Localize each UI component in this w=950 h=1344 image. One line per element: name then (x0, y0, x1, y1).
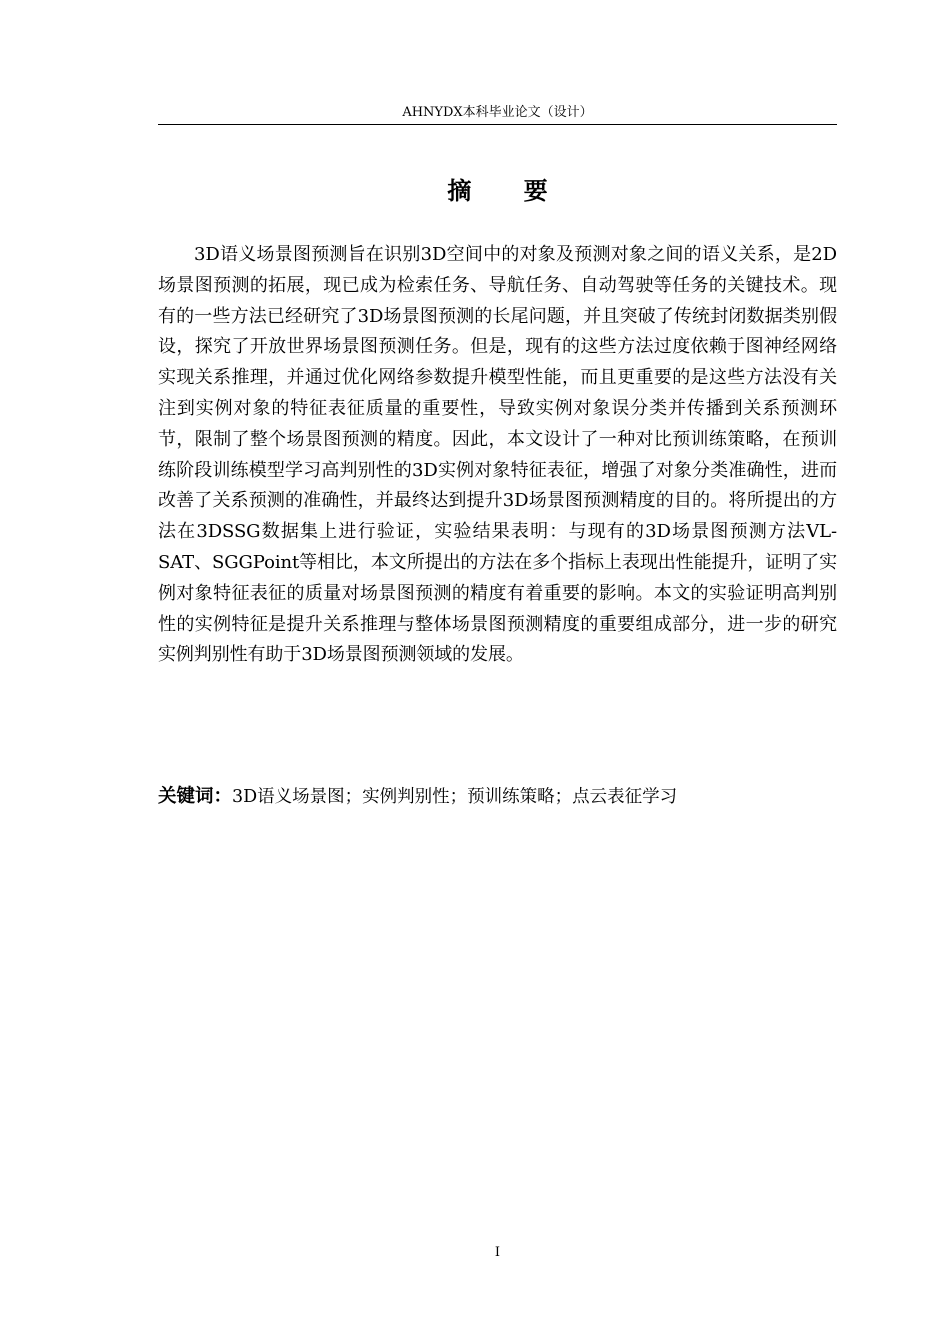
keywords-label: 关键词： (158, 786, 233, 807)
abstract-paragraph: 3D语义场景图预测旨在识别3D空间中的对象及预测对象之间的语义关系，是2D场景图预测的拓展，现已成为检索任务、导航任务、自动驾驶等任务的关键技术。现有的一些方法已经研究了3D场景图预测的长尾问题，并且突破了传统封闭数据类别假设，探究了开放世界场景图预测任务。但是，现有的这些方法过度依赖于图神经网络实现关系推理，并通过优化网络参数提升模型性能，而且更重要的是这些方法没有关注到实例对象的特征表征质量的重要性，导致实例对象误分类并传播到关系预测环节，限制了整个场景图预测的精度。因此，本文设计了一种对比预训练策略，在预训练阶段训练模型学习高判别性的3D实例对象特征表征，增强了对象分类准确性，进而改善了关系预测的准确性，并最终达到提升3D场景图预测精度的目的。将所提出的方法在3DSSG数据集上进行验证，实验结果表明：与现有的3D场景图预测方法VL-SAT、SGGPoint等相比，本文所提出的方法在多个指标上表现出性能提升，证明了实例对象特征表征的质量对场景图预测的精度有着重要的影响。本文的实验证明高判别性的实例特征是提升关系推理与整体场景图预测精度的重要组成部分，进一步的研究实例判别性有助于3D场景图预测领域的发展。 (158, 244, 837, 666)
running-header: AHNYDX本科毕业论文（设计） (402, 105, 593, 120)
abstract-title: 摘 要 (447, 177, 570, 205)
page-number: I (494, 1245, 501, 1260)
header-rule (158, 124, 837, 125)
keywords-line (158, 784, 837, 810)
keywords-value: 3D语义场景图；实例判别性；预训练策略；点云表征学习 (232, 787, 678, 807)
